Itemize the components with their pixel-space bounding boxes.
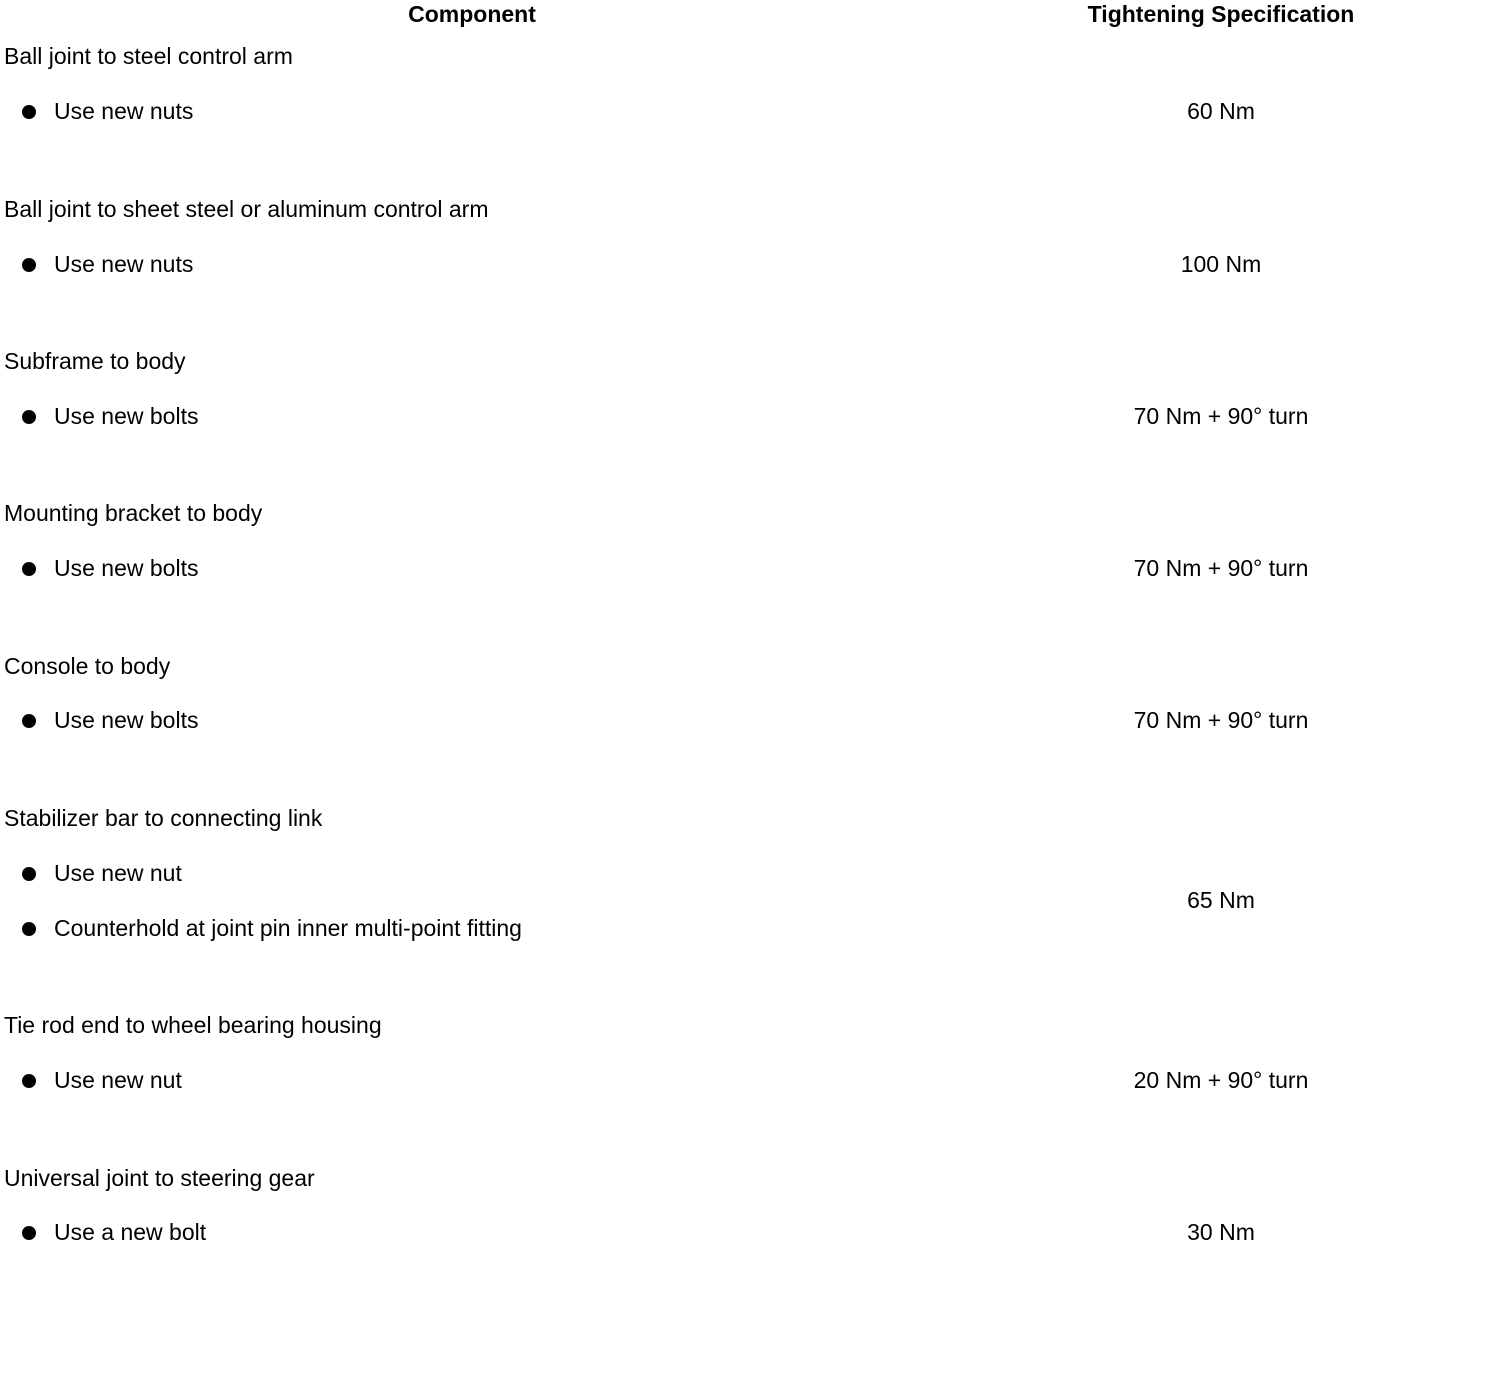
tightening-spec: 20 Nm + 90° turn bbox=[1133, 1067, 1309, 1093]
note-text: Use new nut bbox=[54, 1067, 182, 1093]
table-header bbox=[0, 0, 1504, 30]
note-text: Use new bolts bbox=[54, 555, 199, 581]
tightening-spec: 70 Nm + 90° turn bbox=[1133, 403, 1309, 429]
tightening-spec: 60 Nm bbox=[1187, 98, 1255, 124]
component-name: Universal joint to steering gear bbox=[4, 1165, 315, 1191]
component-name: Ball joint to steel control arm bbox=[4, 43, 293, 69]
bullet-icon bbox=[22, 922, 36, 936]
component-name: Console to body bbox=[4, 653, 171, 679]
bullet-icon bbox=[22, 714, 36, 728]
note-text: Use new nuts bbox=[54, 251, 194, 277]
component-name: Stabilizer bar to connecting link bbox=[4, 805, 323, 831]
column-header-component: Component bbox=[408, 1, 536, 27]
note-text: Use new bolts bbox=[54, 707, 199, 733]
component-name: Tie rod end to wheel bearing housing bbox=[4, 1012, 382, 1038]
note-text: Use new bolts bbox=[54, 403, 199, 429]
bullet-icon bbox=[22, 258, 36, 272]
tightening-spec: 100 Nm bbox=[1180, 251, 1262, 277]
note-text: Use new nut bbox=[54, 860, 182, 886]
component-name: Mounting bracket to body bbox=[4, 500, 263, 526]
bullet-icon bbox=[22, 1226, 36, 1240]
note-text: Use a new bolt bbox=[54, 1219, 207, 1245]
component-name: Subframe to body bbox=[4, 348, 186, 374]
note-text: Use new nuts bbox=[54, 98, 194, 124]
bullet-icon bbox=[22, 562, 36, 576]
tightening-spec: 70 Nm + 90° turn bbox=[1133, 707, 1309, 733]
bullet-icon bbox=[22, 867, 36, 881]
bullet-icon bbox=[22, 1074, 36, 1088]
tightening-spec: 70 Nm + 90° turn bbox=[1133, 555, 1309, 581]
tightening-spec: 65 Nm bbox=[1187, 887, 1255, 913]
note-text: Counterhold at joint pin inner multi-point fitting bbox=[54, 915, 522, 941]
component-name: Ball joint to sheet steel or aluminum control arm bbox=[4, 196, 489, 222]
column-header-tightening-specification: Tightening Specification bbox=[1087, 1, 1355, 27]
tightening-spec: 30 Nm bbox=[1187, 1219, 1255, 1245]
bullet-icon bbox=[22, 105, 36, 119]
bullet-icon bbox=[22, 410, 36, 424]
